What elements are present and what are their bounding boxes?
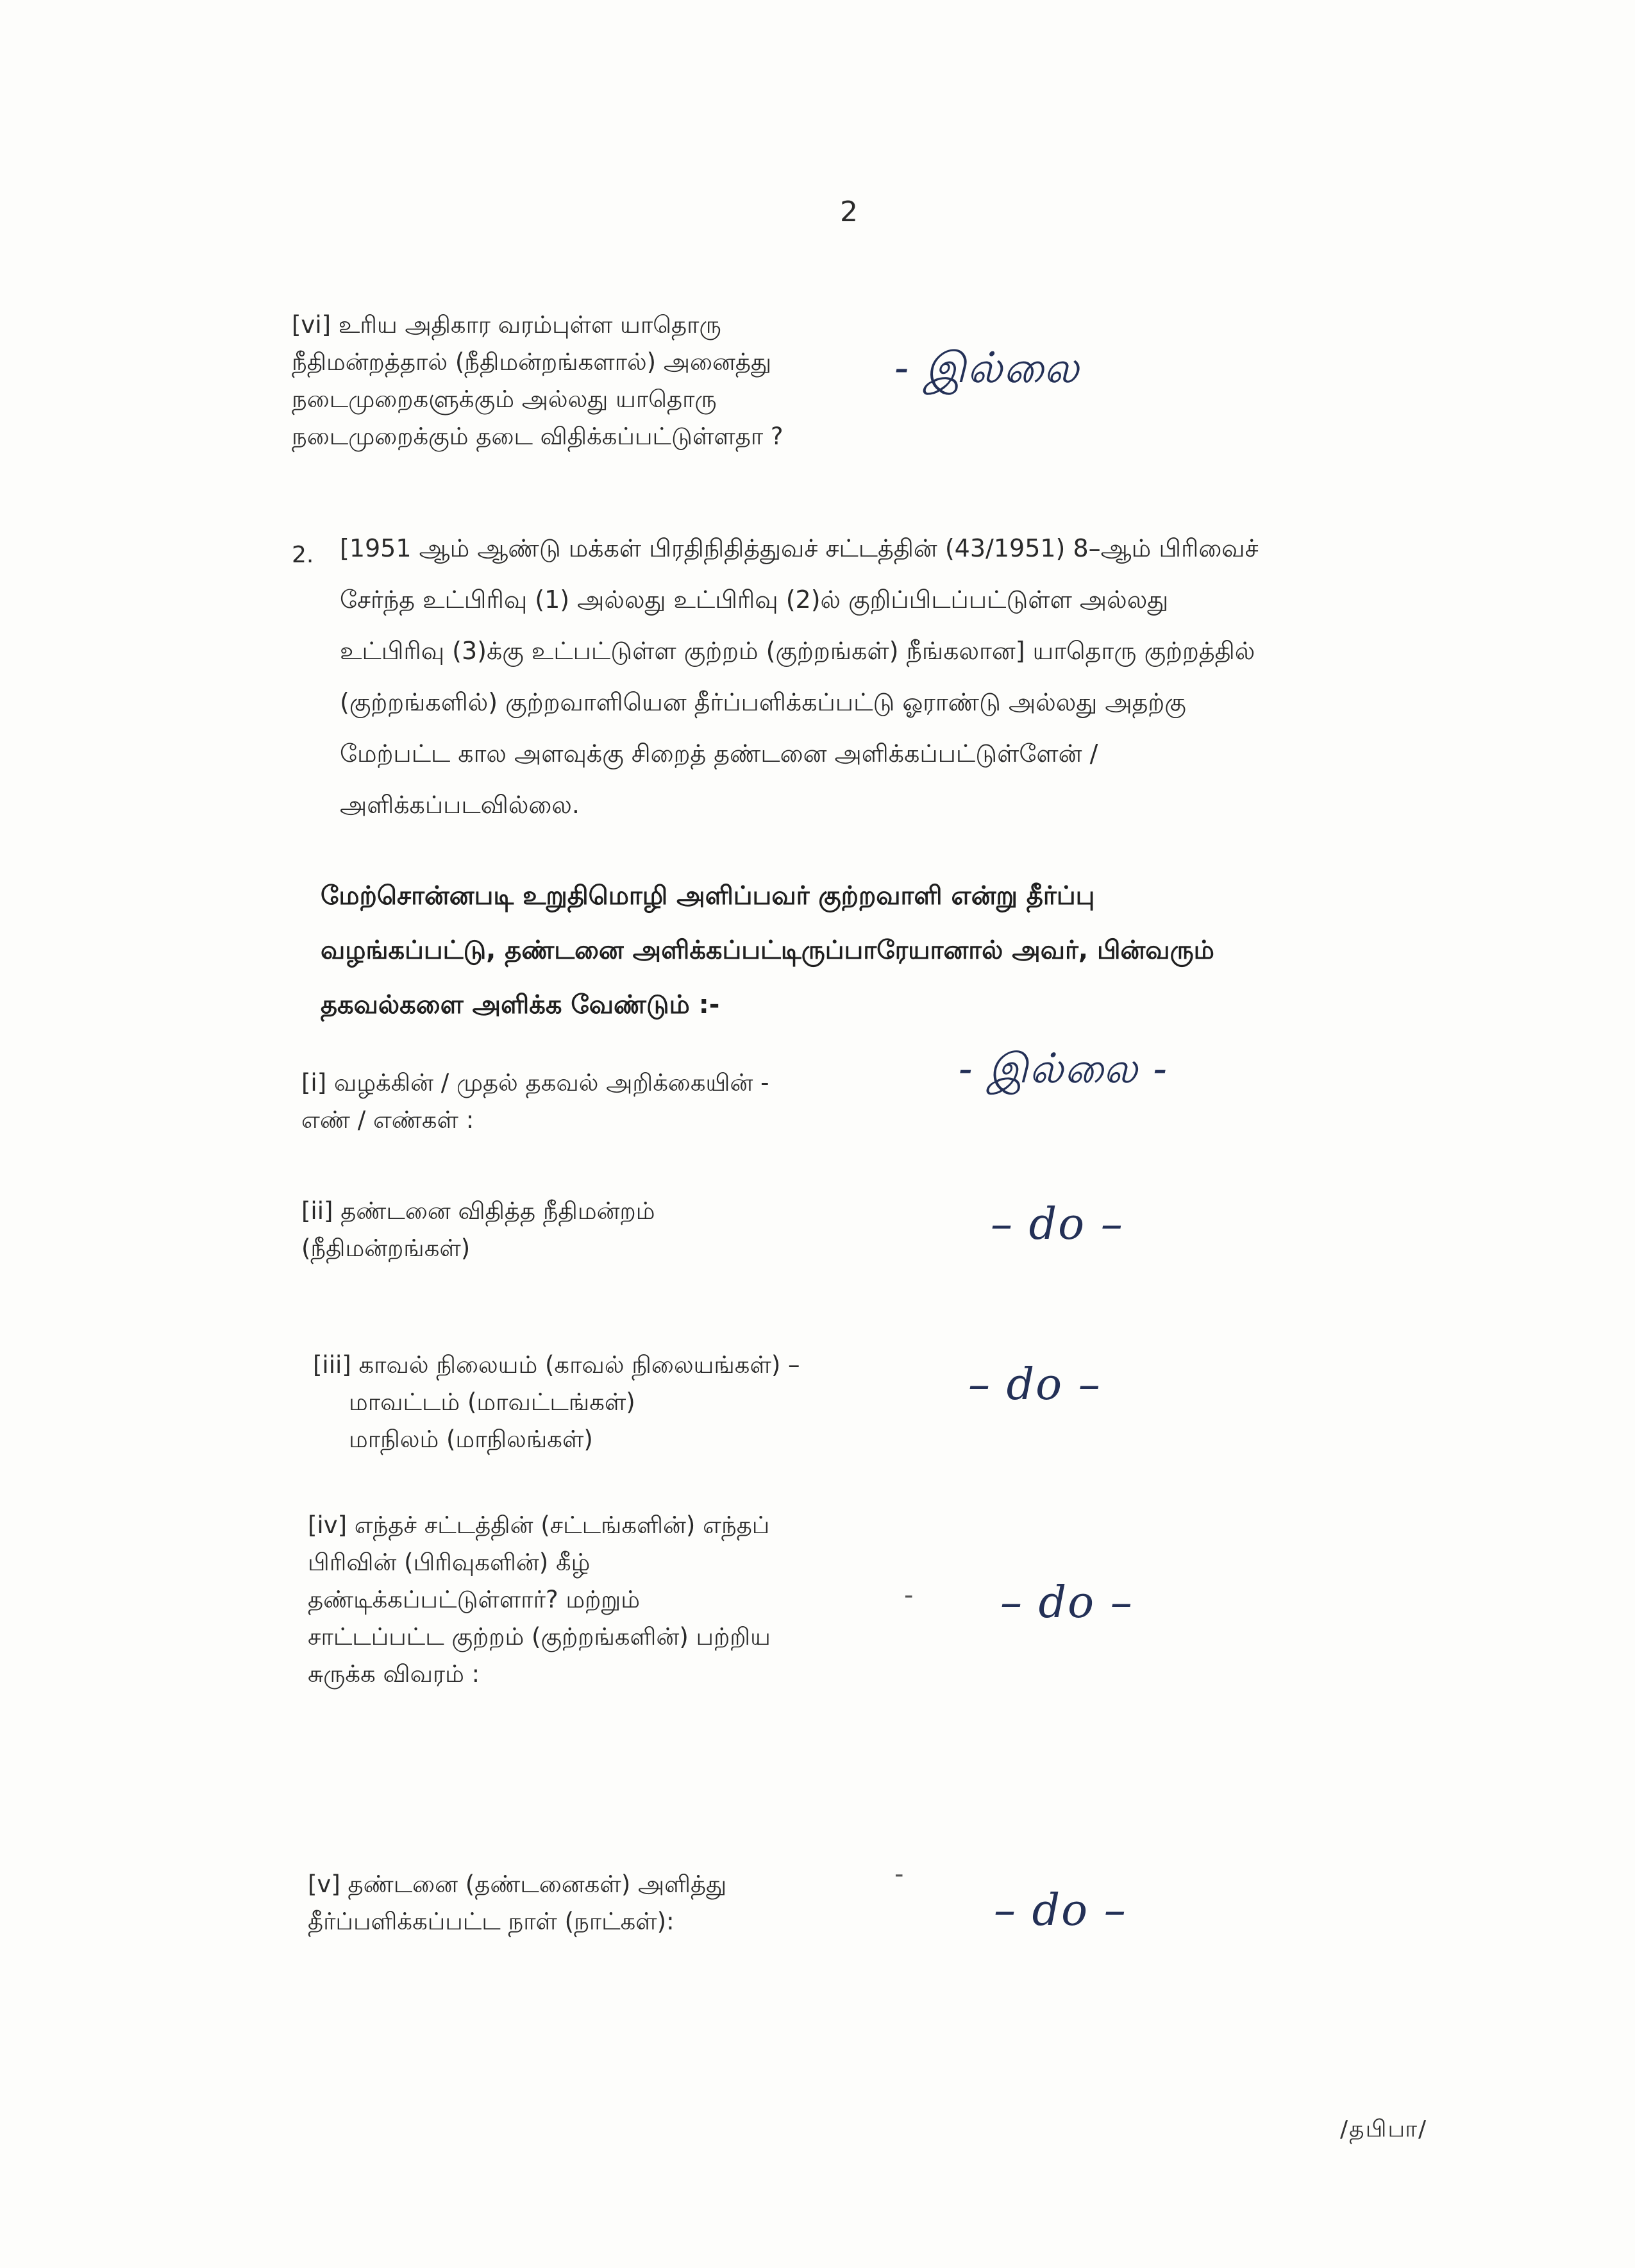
section-2-line: உட்பிரிவு (3)க்கு உட்பட்டுள்ள குற்றம் (குற்றங்கள்) நீங்கலான] யாதொரு குற்றத்தில் [340, 637, 1255, 665]
question-vi-line: நீதிமன்றத்தால் (நீதிமன்றங்களால்) அனைத்து [292, 348, 772, 376]
item-ii-line: [ii] தண்டனை விதித்த நீதிமன்றம் [301, 1197, 655, 1225]
page-number: 2 [840, 196, 858, 228]
item-ii-line: (நீதிமன்றங்கள்) [301, 1234, 471, 1262]
intro-line: வழங்கப்பட்டு, தண்டனை அளிக்கப்பட்டிருப்பாரேயானால் அவர், பின்வரும் [321, 936, 1214, 965]
item-i-line: எண் / எண்கள் : [301, 1106, 474, 1134]
item-iv-line: சுருக்க விவரம் : [308, 1660, 480, 1688]
section-2-line: [1951 ஆம் ஆண்டு மக்கள் பிரதிநிதித்துவச் சட்டத்தின் (43/1951) 8–ஆம் பிரிவைச் [340, 534, 1259, 562]
item-i [301, 1064, 878, 1139]
question-vi-line: நடைமுறைக்கும் தடை விதிக்கப்பட்டுள்ளதா ? [292, 423, 784, 450]
item-iv-line: [iv] எந்தச் சட்டத்தின் (சட்டங்களின்) எந்தப் [308, 1511, 770, 1539]
item-iii-line: மாவட்டம் (மாவட்டங்கள்) [349, 1388, 635, 1416]
handwritten-answer-vi: - இல்லை [894, 343, 1080, 392]
item-iii-line: மாநிலம் (மாநிலங்கள்) [349, 1425, 593, 1453]
item-v [308, 1866, 917, 1940]
item-v-dash: - [894, 1860, 904, 1889]
item-iii-line: [iii] காவல் நிலையம் (காவல் நிலையங்கள்) – [313, 1351, 800, 1379]
item-i-line: [i] வழக்கின் / முதல் தகவல் அறிக்கையின் - [301, 1069, 769, 1096]
question-vi-line: நடைமுறைகளுக்கும் அல்லது யாதொரு [292, 385, 717, 413]
intro-line: தகவல்களை அளிக்க வேண்டும் :- [321, 990, 720, 1020]
section-2-line: சேர்ந்த உட்பிரிவு (1) அல்லது உட்பிரிவு (2)ல் குறிப்பிடப்பட்டுள்ள அல்லது [340, 585, 1169, 614]
section-2-line: மேற்பட்ட கால அளவுக்கு சிறைத் தண்டனை அளிக்கப்பட்டுள்ளேன் / [340, 739, 1098, 768]
section-2-line: அளிக்கப்படவில்லை. [340, 791, 580, 819]
question-vi [292, 307, 869, 455]
handwritten-answer-iii: – do – [968, 1359, 1102, 1410]
section-2-line: (குற்றங்களில்) குற்றவாளியென தீர்ப்பளிக்கப்பட்டு ஓராண்டு அல்லது அதற்கு [340, 688, 1186, 716]
section-2-text [340, 523, 1446, 830]
question-vi-line: [vi] உரிய அதிகார வரம்புள்ள யாதொரு [292, 311, 721, 339]
item-iv-line: பிரிவின் (பிரிவுகளின்) கீழ் [308, 1549, 591, 1576]
item-ii [301, 1193, 878, 1267]
item-v-line: தீர்ப்பளிக்கப்பட்ட நாள் (நாட்கள்): [308, 1908, 675, 1935]
item-iv-line: சாட்டப்பட்ட குற்றம் (குற்றங்களின்) பற்றிய [308, 1623, 771, 1651]
item-iv [308, 1507, 917, 1693]
footer-code: /தபிபா/ [1340, 2116, 1428, 2142]
item-iii [313, 1347, 922, 1458]
item-v-line: [v] தண்டனை (தண்டனைகள்) அளித்து [308, 1870, 727, 1898]
intro-paragraph [321, 869, 1449, 1032]
handwritten-answer-v: – do – [994, 1885, 1127, 1936]
section-2-number: 2. [292, 542, 314, 568]
handwritten-answer-ii: – do – [991, 1199, 1124, 1250]
intro-line: மேற்சொன்னபடி உறுதிமொழி அளிப்பவர் குற்றவாளி என்று தீர்ப்பு [321, 881, 1095, 911]
handwritten-answer-iv: – do – [1000, 1577, 1134, 1628]
item-iv-dash: - [904, 1581, 914, 1610]
item-iv-line: தண்டிக்கப்பட்டுள்ளார்? மற்றும் [308, 1586, 640, 1613]
handwritten-answer-i: - இல்லை - [959, 1045, 1168, 1093]
